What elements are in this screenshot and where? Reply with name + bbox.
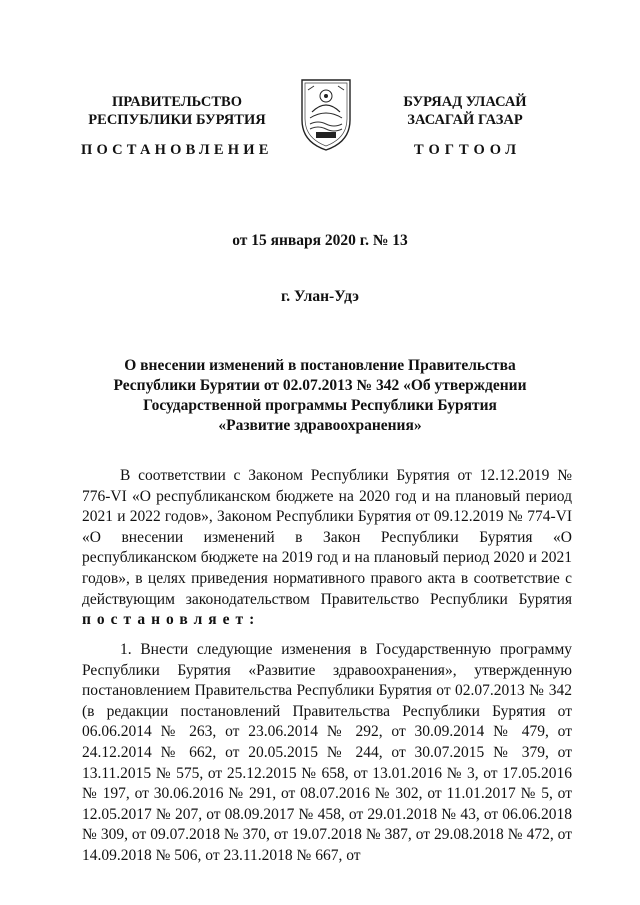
document-kind-buryat: ТОГТООЛ [414, 142, 522, 158]
item-1-text: 1. Внести следующие изменения в Государственную программу Республики Бурятия «Развитие здравоохранения», утвержденную постановлением Правительства Республики Бурятия от 02.07.2013 № 342 (в редакции постановлений Правительства Республики Бурятия от 06.06.2014 № 263, от 23.06.2014 № 292, от 30.09.2014 № 479, от 24.12.2014 № 662, от 20.05.2015 № 244, от 30.07.2015 № 379, от 13.11.2015 № 575, от 25.12.2015 № 658, от 13.01.2016 № 3, от 17.05.2016 № 197, от 30.06.2016 № 291, от 08.07.2016 № 302, от 11.01.2017 № 5, от 12.05.2017 № 207, от 08.09.2017 № 458, от 29.01.2018 № 43, от 06.06.2018 № 309, от 09.07.2018 № 370, от 19.07.2018 № 387, от 29.08.2018 № 472, от 14.09.2018 № 506, от 23.11.2018 № 667, от [82, 641, 572, 864]
government-name-russian [72, 93, 282, 129]
government-name-buryat [360, 93, 570, 129]
government-name-buryat-line1: БУРЯАД УЛАСАЙ [403, 94, 527, 110]
item-1-paragraph [82, 640, 572, 867]
title-line1: О внесении изменений в постановление Правительства [124, 357, 516, 374]
title-line4: «Развитие здравоохранения» [218, 417, 422, 434]
city: г. Улан-Удэ [280, 288, 359, 305]
document-kind-russian: ПОСТАНОВЛЕНИЕ [81, 142, 273, 158]
document-title [100, 356, 540, 436]
preamble-paragraph [82, 466, 572, 631]
title-line2: Республики Бурятии от 02.07.2013 № 342 «Об утверждении [113, 377, 527, 394]
government-name-line1: ПРАВИТЕЛЬСТВО [112, 94, 242, 110]
decree-keyword: постановляет: [82, 611, 261, 629]
coat-of-arms-icon [296, 72, 356, 152]
preamble-text: В соответствии с Законом Республики Бурятия от 12.12.2019 № 776-VI «О республиканском бюджете на 2020 год и на плановый период 2021 и 2022 годов», Законом Республики Бурятия от 09.12.2019 № 774-VI «О внесении изменений в Закон Республики Бурятия «О республиканском бюджете на 2019 год и на плановый период 2020 и 2021 годов», в целях приведения нормативного правого акта в соответствие с действующим законодательством Правительство Республики Бурятия [82, 467, 572, 608]
government-name-line2: РЕСПУБЛИКИ БУРЯТИЯ [88, 112, 266, 128]
date-and-number: от 15 января 2020 г. № 13 [232, 232, 408, 249]
government-name-buryat-line2: ЗАСАГАЙ ГАЗАР [407, 112, 523, 128]
title-line3: Государственной программы Республики Бурятия [143, 397, 497, 414]
